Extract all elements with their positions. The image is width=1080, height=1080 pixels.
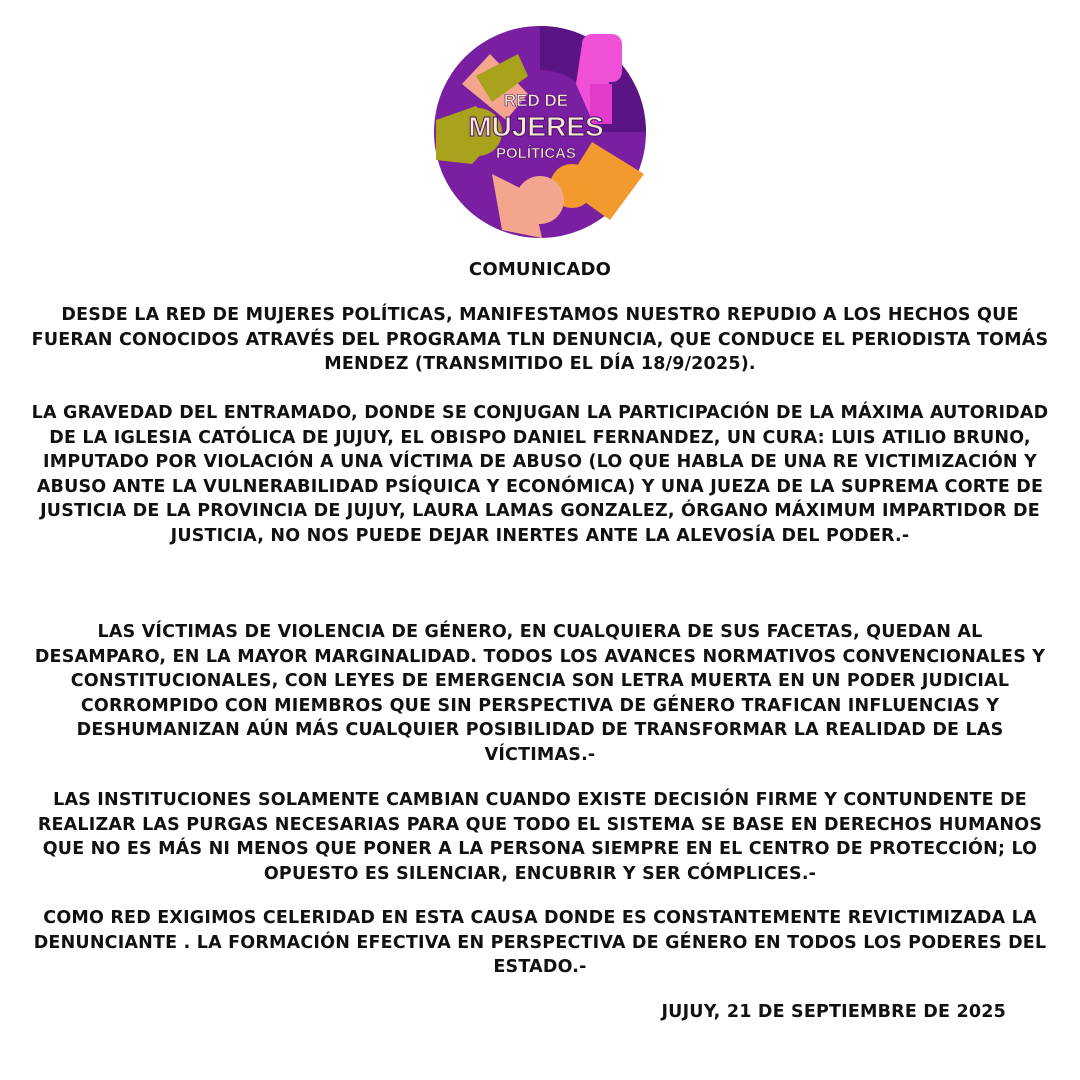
paragraph-victimas: LAS VÍCTIMAS DE VIOLENCIA DE GÉNERO, EN CUALQUIERA DE SUS FACETAS, QUEDAN AL DESAMPARO, EN LA MAYOR MARGINALIDAD. TODOS LOS AVANCES NORMATIVOS CONVENCIONALES Y CONSTITUCIONALES, CON LEYES DE EMERGENCIA SON LETRA MUERTA EN UN PODER JUDICIAL CORROMPIDO CON MIEMBROS QUE SIN PERSPECTIVA DE GÉNERO TRAFICAN INFLUENCIAS Y DESHUMANIZAN AÚN MÁS CUALQUIER POSIBILIDAD DE TRANSFORMAR LA REALIDAD DE LAS VÍCTIMAS.- xyxy=(34,622,1046,765)
logo-line-mujeres: MUJERES xyxy=(468,111,604,142)
logo-peach-hand xyxy=(516,176,564,224)
logo-pink-fist xyxy=(582,34,622,82)
logo-line-politicas: POLÍTICAS xyxy=(495,145,577,162)
document-title: COMUNICADO xyxy=(468,259,612,280)
signature-date: JUJUY, 21 DE SEPTIEMBRE DE 2025 xyxy=(661,1002,1006,1022)
logo-line-red-de: RED DE xyxy=(503,91,569,110)
paragraph-repudio: DESDE LA RED DE MUJERES POLÍTICAS, MANIFESTAMOS NUESTRO REPUDIO A LOS HECHOS QUE FUERAN CONOCIDOS ATRAVÉS DEL PROGRAMA TLN DENUNCIA, QUE CONDUCE EL PERIODISTA TOMÁS MENDEZ (TRANSMITIDO EL DÍA 18/9/2025). xyxy=(31,305,1049,374)
paragraph-exigencia: COMO RED EXIGIMOS CELERIDAD EN ESTA CAUSA DONDE ES CONSTANTEMENTE REVICTIMIZADA LA DENUNCIANTE . LA FORMACIÓN EFECTIVA EN PERSPECTIVA DE GÉNERO EN TODOS LOS PODERES DEL ESTADO.- xyxy=(33,908,1047,977)
paragraph-instituciones: LAS INSTITUCIONES SOLAMENTE CAMBIAN CUANDO EXISTE DECISIÓN FIRME Y CONTUNDENTE DE REALIZAR LAS PURGAS NECESARIAS PARA QUE TODO EL SISTEMA SE BASE EN DERECHOS HUMANOS QUE NO ES MÁS NI MENOS QUE PONER A LA PERSONA SIEMPRE EN EL CENTRO DE PROTECCIÓN; LO OPUESTO ES SILENCIAR, ENCUBRIR Y SER CÓMPLICES.- xyxy=(37,790,1043,884)
paragraph-gravedad: LA GRAVEDAD DEL ENTRAMADO, DONDE SE CONJUGAN LA PARTICIPACIÓN DE LA MÁXIMA AUTORIDAD DE LA IGLESIA CATÓLICA DE JUJUY, EL OBISPO DANIEL FERNANDEZ, UN CURA: LUIS ATILIO BRUNO, IMPUTADO POR VIOLACIÓN A UNA VÍCTIMA DE ABUSO (LO QUE HABLA DE UNA RE VICTIMIZACIÓN Y ABUSO ANTE LA VULNERABILIDAD PSÍQUICA Y ECONÓMICA) Y UNA JUEZA DE LA SUPREMA CORTE DE JUSTICIA DE LA PROVINCIA DE JUJUY, LAURA LAMAS GONZALEZ, ÓRGANO MÁXIMUM IMPARTIDOR DE JUSTICIA, NO NOS PUEDE DEJAR INERTES ANTE LA ALEVOSÍA DEL PODER.- xyxy=(31,403,1049,546)
red-de-mujeres-politicas-logo xyxy=(432,24,648,240)
